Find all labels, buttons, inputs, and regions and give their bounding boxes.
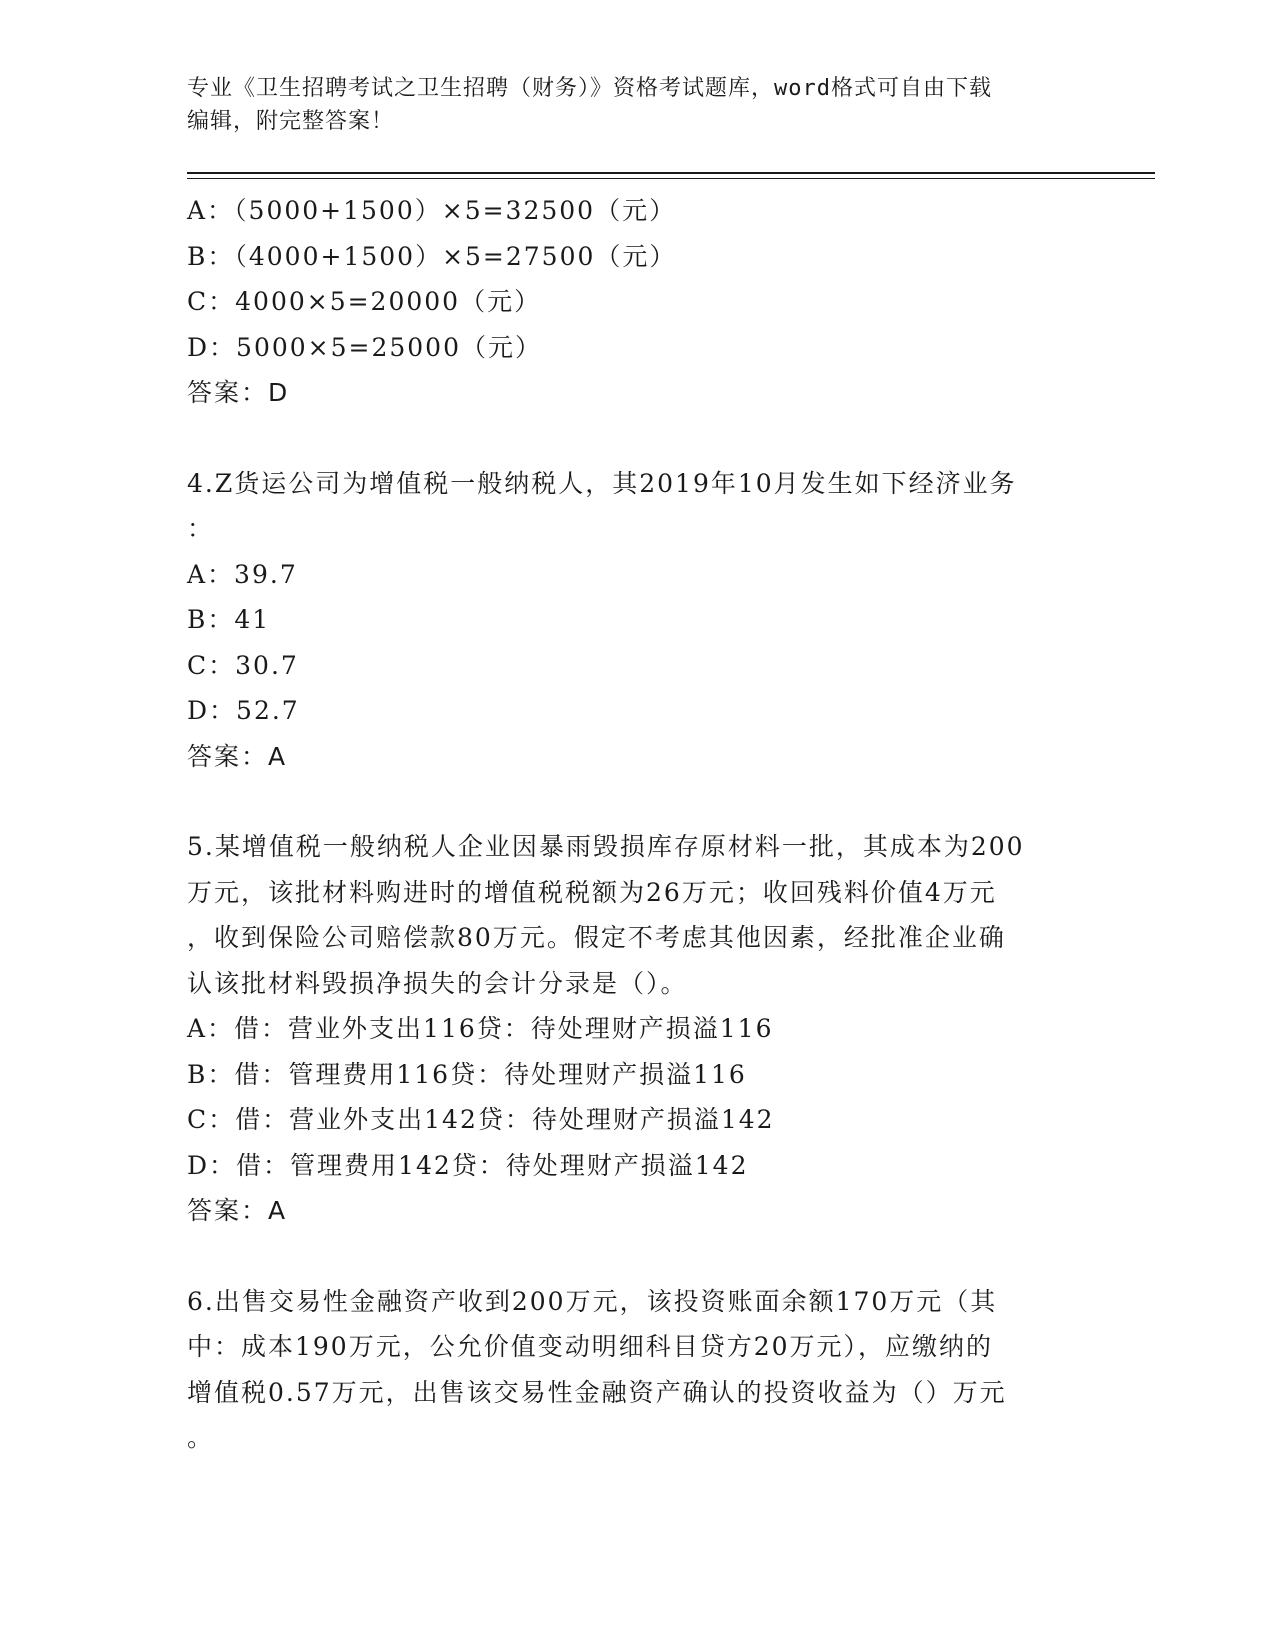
question-stem-line: 6.出售交易性金融资产收到200万元，该投资账面余额170万元（其 [187, 1286, 998, 1316]
option-a: A：（5000+1500）×5=32500（元） [187, 196, 677, 225]
question-6 [187, 1279, 1087, 1461]
question-3 [187, 188, 1087, 416]
option-c: C：借：营业外支出142贷：待处理财产损溢142 [187, 1105, 775, 1134]
option-d: D：5000×5=25000（元） [187, 332, 542, 362]
question-stem-line: 认该批材料毁损净损失的会计分录是（）。 [187, 968, 688, 998]
answer-label: 答案：D [187, 378, 290, 407]
question-stem-line: 中：成本190万元，公允价值变动明细科目贷方20万元），应缴纳的 [187, 1332, 994, 1361]
option-d: D：52.7 [187, 696, 300, 725]
option-c: C：30.7 [187, 650, 299, 680]
spacer [187, 416, 1087, 461]
answer-label: 答案：A [187, 741, 288, 771]
question-stem-line: 。 [187, 1423, 215, 1452]
question-content [187, 188, 1087, 1461]
option-b: B：借：管理费用116贷：待处理财产损溢116 [187, 1059, 747, 1089]
header-divider-thick [187, 172, 1155, 174]
header-divider-thin [187, 178, 1155, 179]
option-a: A：39.7 [187, 559, 298, 589]
question-5 [187, 824, 1087, 1234]
question-stem-line: 5.某增值税一般纳税人企业因暴雨毁损库存原材料一批，其成本为200 [187, 832, 1025, 861]
option-b: B：（4000+1500）×5=27500（元） [187, 241, 677, 271]
answer-label: 答案：A [187, 1196, 288, 1225]
question-stem-line: ： [187, 514, 215, 543]
question-stem-line: 4.Z货运公司为增值税一般纳税人，其2019年10月发生如下经济业务 [187, 468, 1017, 498]
question-4 [187, 461, 1087, 780]
spacer [187, 1234, 1087, 1279]
question-stem-line: 增值税0.57万元，出售该交易性金融资产确认的投资收益为（）万元 [187, 1377, 1007, 1407]
option-c: C：4000×5=20000（元） [187, 287, 542, 316]
document-header [187, 72, 1087, 138]
spacer [187, 779, 1087, 824]
option-a: A：借：营业外支出116贷：待处理财产损溢116 [187, 1014, 774, 1043]
question-stem-line: ，收到保险公司赔偿款80万元。假定不考虑其他因素，经批准企业确 [187, 923, 1006, 952]
question-stem-line: 万元，该批材料购进时的增值税税额为26万元；收回残料价值4万元 [187, 877, 997, 907]
header-line-1: 专业《卫生招聘考试之卫生招聘（财务）》资格考试题库，word格式可自由下载 [187, 76, 992, 101]
header-line-2: 编辑，附完整答案！ [187, 109, 395, 134]
option-b: B：41 [187, 605, 271, 634]
option-d: D：借：管理费用142贷：待处理财产损溢142 [187, 1150, 749, 1180]
